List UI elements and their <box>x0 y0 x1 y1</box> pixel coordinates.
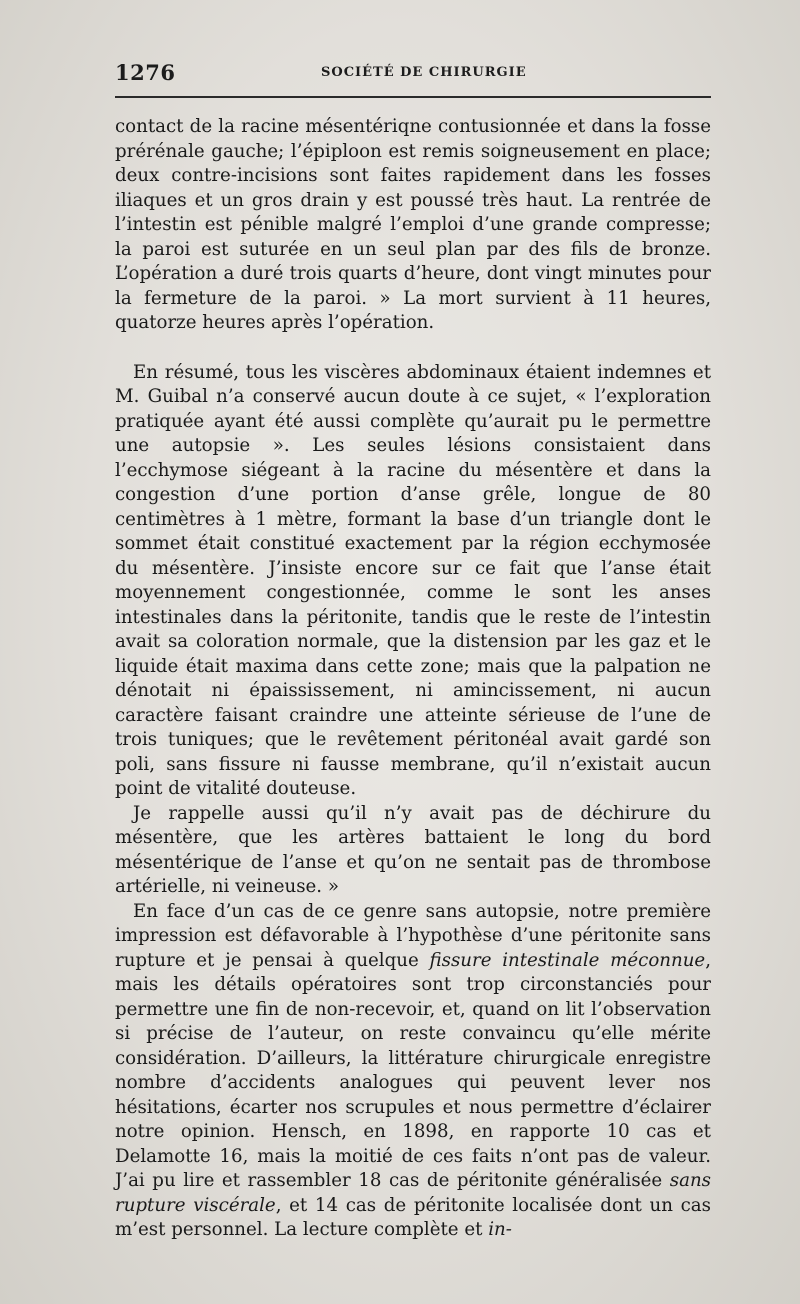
paragraph-4-text-c: , et 14 cas de péritonite localisée dont un cas m’est personnel. La lecture complète et <box>115 1194 711 1240</box>
page-number: 1276 <box>115 60 176 85</box>
paragraph-4-text-a: En face d’un cas de ce genre sans autopsie, notre première impression est défavorable à l’hypothèse d’une péritonite sans rupture et je pensai à quelque <box>115 900 711 971</box>
body-text <box>115 115 711 1243</box>
paragraph-3: Je rappelle aussi qu’il n’y avait pas de déchirure du mésentère, que les artères battaient le long du bord mésentérique de l’anse et qu’on ne sentait pas de thrombose artérielle, ni veineuse. » <box>115 802 711 897</box>
paragraph-2: En résumé, tous les viscères abdominaux étaient indemnes et M. Guibal n’a conservé aucun doute à ce sujet, « l’exploration pratiquée ayant été aussi complète qu’aurait pu le permettre une autopsie ». Les seules lésions consistaient dans l’ecchymose siégeant à la racine du mésentère et dans la congestion d’une portion d’anse grêle, longue de 80 centimètres à 1 mètre, formant la base d’un triangle dont le sommet était constitué exactement par la région ecchymosée du mésentère. J’insiste encore sur ce fait que l’anse était moyennement congestionnée, comme le sont les anses intestinales dans la péritonite, tandis que le reste de l’intestin avait sa coloration normale, que la distension par les gaz et le liquide était maxima dans cette zone; mais que la palpation ne dénotait ni épaississement, ni amincissement, ni aucun caractère faisant craindre une atteinte sérieuse de l’une de trois tuniques; que le revêtement péritonéal avait gardé son poli, sans fissure ni fausse membrane, qu’il n’existait aucun point de vitalité douteuse. <box>115 361 711 799</box>
paragraph-4 <box>115 900 711 1243</box>
italic-word-in: in- <box>488 1219 512 1240</box>
italic-phrase-fissure: fissure intestinale méconnue <box>429 949 706 971</box>
running-head: SOCIÉTÉ DE CHIRURGIE <box>321 65 527 80</box>
header-rule <box>115 96 711 98</box>
page-header <box>115 60 711 86</box>
paragraph-4-text-b: , mais les détails opératoires sont trop circonstanciés pour permettre une fin de non-recevoir, et, quand on lit l’observation si précise de l’auteur, on reste convaincu qu’elle mérite considération. D’ailleurs, la littérature chirurgicale enregistre nombre d’accidents analogues qui peuvent lever nos hésitations, écarter nos scrupules et nous permettre d’éclairer notre opinion. Hensch, en 1898, en rapporte 10 cas et Delamotte 16, mais la moitié de ces faits n’ont pas de valeur. J’ai pu lire et rassembler 18 cas de péritonite généralisée <box>115 949 711 1191</box>
paragraph-1: contact de la racine mésentériqne contusionnée et dans la fosse prérénale gauche; l’épiploon est remis soigneusement en place; deux contre-incisions sont faites rapidement dans les fosses iliaques et un gros drain y est poussé très haut. La rentrée de l’intestin est pénible malgré l’emploi d’une grande compresse; la paroi est suturée en un seul plan par des fils de bronze. L’opération a duré trois quarts d’heure, dont vingt minutes pour la fermeture de la paroi. » La mort survient à 11 heures, quatorze heures après l’opération. <box>115 116 711 333</box>
italic-phrase-sans-rupture: sans rupture viscérale <box>115 1170 711 1216</box>
